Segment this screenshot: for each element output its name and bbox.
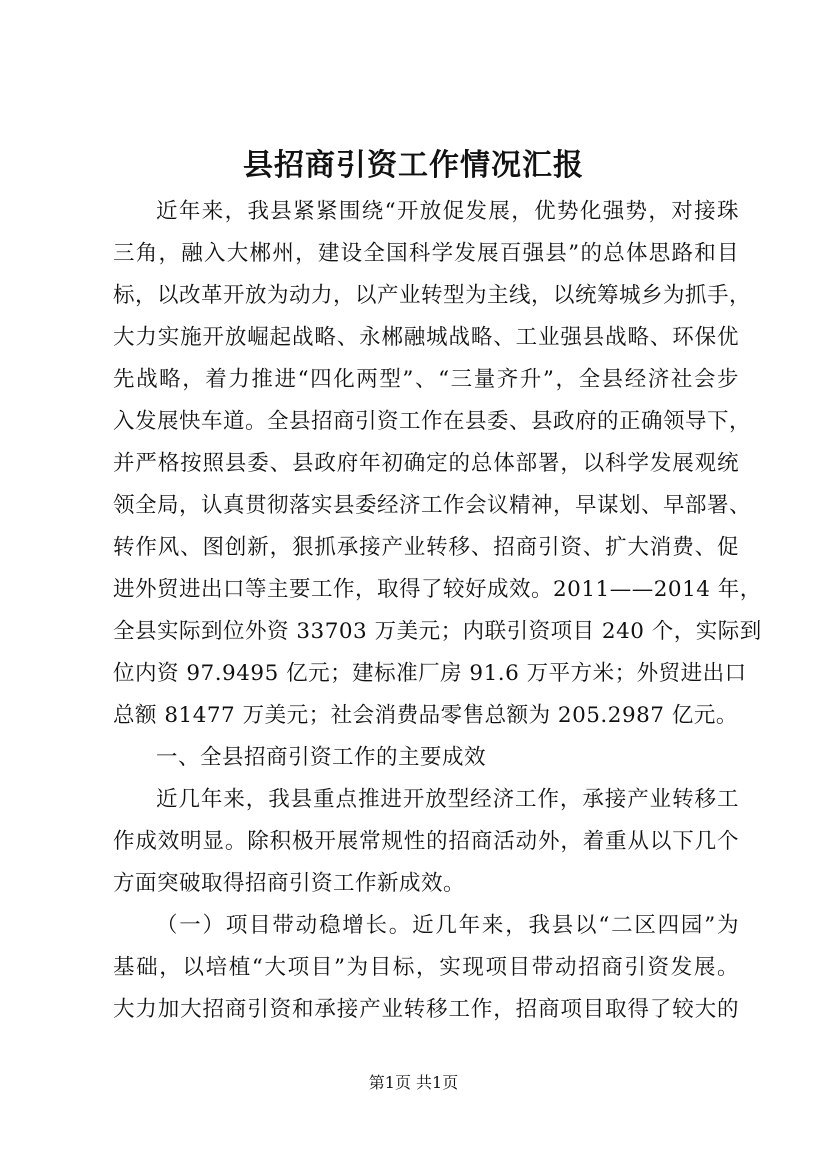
paragraph-line: 近几年来，我县重点推进开放型经济工作，承接产业转移工	[156, 787, 739, 812]
paragraph-line: 进外贸进出口等主要工作，取得了较好成效。2011——2014 年，	[113, 577, 762, 602]
paragraph-line: 标，以改革开放为动力，以产业转型为主线，以统筹城乡为抓手，	[113, 283, 752, 308]
paragraph-line: 近年来，我县紧紧围绕“开放促发展，优势化强势，对接珠	[156, 199, 739, 224]
paragraph-line: 大力加大招商引资和承接产业转移工作，招商项目取得了较大的	[113, 997, 739, 1022]
paragraph-line: 先战略，着力推进“四化两型”、“三量齐升”，全县经济社会步	[113, 367, 739, 392]
paragraph-line: 大力实施开放崛起战略、永郴融城战略、工业强县战略、环保优	[113, 325, 739, 350]
paragraph-line: 作成效明显。除积极开展常规性的招商活动外，着重从以下几个	[113, 829, 739, 854]
paragraph-line: 总额 81477 万美元；社会消费品零售总额为 205.2987 亿元。	[113, 703, 738, 728]
paragraph-line: 入发展快车道。全县招商引资工作在县委、县政府的正确领导下，	[113, 409, 752, 434]
paragraph-line: 方面突破取得招商引资工作新成效。	[113, 871, 466, 896]
document-title: 县招商引资工作情况汇报	[243, 148, 584, 183]
paragraph-line: 领全局，认真贯彻落实县委经济工作会议精神，早谋划、早部署、	[113, 493, 752, 518]
paragraph-line: 转作风、图创新，狠抓承接产业转移、招商引资、扩大消费、促	[113, 535, 739, 560]
paragraph-line: （一）项目带动稳增长。近几年来，我县以“二区四园”为	[156, 913, 739, 938]
paragraph-line: 基础，以培植“大项目”为目标，实现项目带动招商引资发展。	[113, 955, 739, 980]
paragraph-line: 并严格按照县委、县政府年初确定的总体部署，以科学发展观统	[113, 451, 739, 476]
section-heading: 一、全县招商引资工作的主要成效	[156, 745, 487, 770]
page-footer: 第1页 共1页	[368, 1073, 459, 1092]
paragraph-line: 位内资 97.9495 亿元；建标准厂房 91.6 万平方米；外贸进出口	[113, 661, 747, 686]
paragraph-line: 三角，融入大郴州，建设全国科学发展百强县”的总体思路和目	[113, 241, 739, 266]
paragraph-line: 全县实际到位外资 33703 万美元；内联引资项目 240 个，实际到	[113, 619, 762, 644]
